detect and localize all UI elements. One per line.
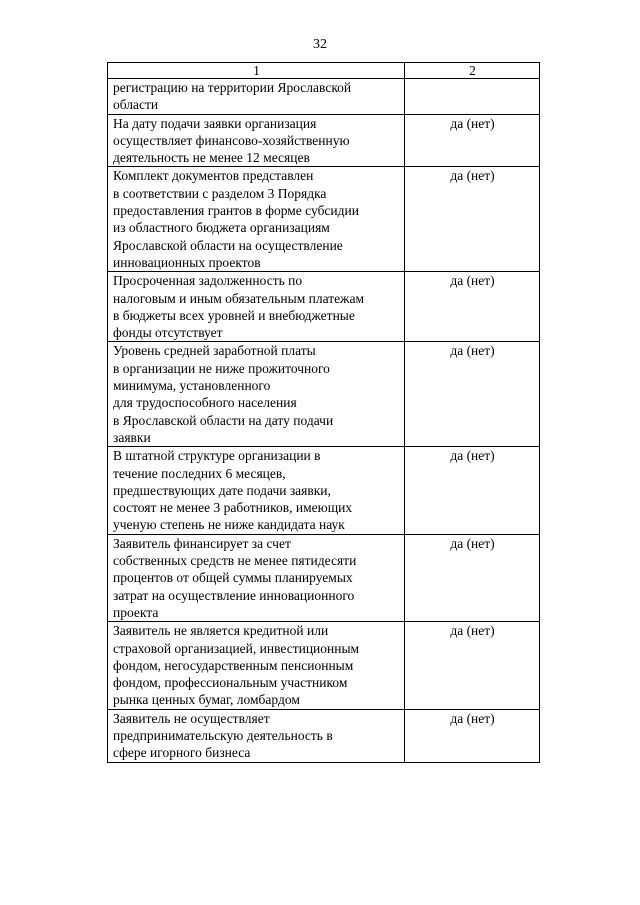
table-header-row	[108, 63, 540, 79]
column-header-1: 1	[108, 63, 405, 79]
answer-cell: да (нет)	[405, 114, 540, 167]
criterion-cell: Просроченная задолженность по налоговым и иным обязательным платежам в бюджеты всех уровней и внебюджетные фонды отсутствует	[108, 272, 405, 342]
answer-cell: да (нет)	[405, 534, 540, 621]
answer-cell	[405, 79, 540, 115]
table-row	[108, 272, 540, 342]
table-row	[108, 79, 540, 115]
criterion-cell: Комплект документов представлен в соответствии с разделом 3 Порядка предоставления грантов в форме субсидии из областного бюджета организациям Ярославской области на осуществление инновационных проектов	[108, 167, 405, 272]
answer-cell: да (нет)	[405, 272, 540, 342]
page-number: 32	[313, 37, 327, 52]
table-row	[108, 622, 540, 709]
answer-cell: да (нет)	[405, 167, 540, 272]
table-row	[108, 167, 540, 272]
criterion-cell: Заявитель не является кредитной или страховой организацией, инвестиционным фондом, негосударственным пенсионным фондом, профессиональным участником рынка ценных бумаг, ломбардом	[108, 622, 405, 709]
criterion-cell: Заявитель не осуществляет предпринимательскую деятельность в сфере игорного бизнеса	[108, 709, 405, 762]
answer-cell: да (нет)	[405, 709, 540, 762]
table-row	[108, 534, 540, 621]
criterion-cell: Заявитель финансирует за счет собственных средств не менее пятидесяти процентов от общей суммы планируемых затрат на осуществление инновационного проекта	[108, 534, 405, 621]
criteria-table	[107, 62, 540, 763]
criterion-cell: регистрацию на территории Ярославской области	[108, 79, 405, 115]
table-row	[108, 342, 540, 447]
table-row	[108, 447, 540, 534]
answer-cell: да (нет)	[405, 622, 540, 709]
answer-cell: да (нет)	[405, 447, 540, 534]
table-row	[108, 709, 540, 762]
criterion-cell: В штатной структуре организации в течение последних 6 месяцев, предшествующих дате подачи заявки, состоят не менее 3 работников, имеющих ученую степень не ниже кандидата наук	[108, 447, 405, 534]
criterion-cell: Уровень средней заработной платы в организации не ниже прожиточного минимума, установленного для трудоспособного населения в Ярославской области на дату подачи заявки	[108, 342, 405, 447]
answer-cell: да (нет)	[405, 342, 540, 447]
column-header-2: 2	[405, 63, 540, 79]
criterion-cell: На дату подачи заявки организация осуществляет финансово-хозяйственную деятельность не менее 12 месяцев	[108, 114, 405, 167]
table-row	[108, 114, 540, 167]
